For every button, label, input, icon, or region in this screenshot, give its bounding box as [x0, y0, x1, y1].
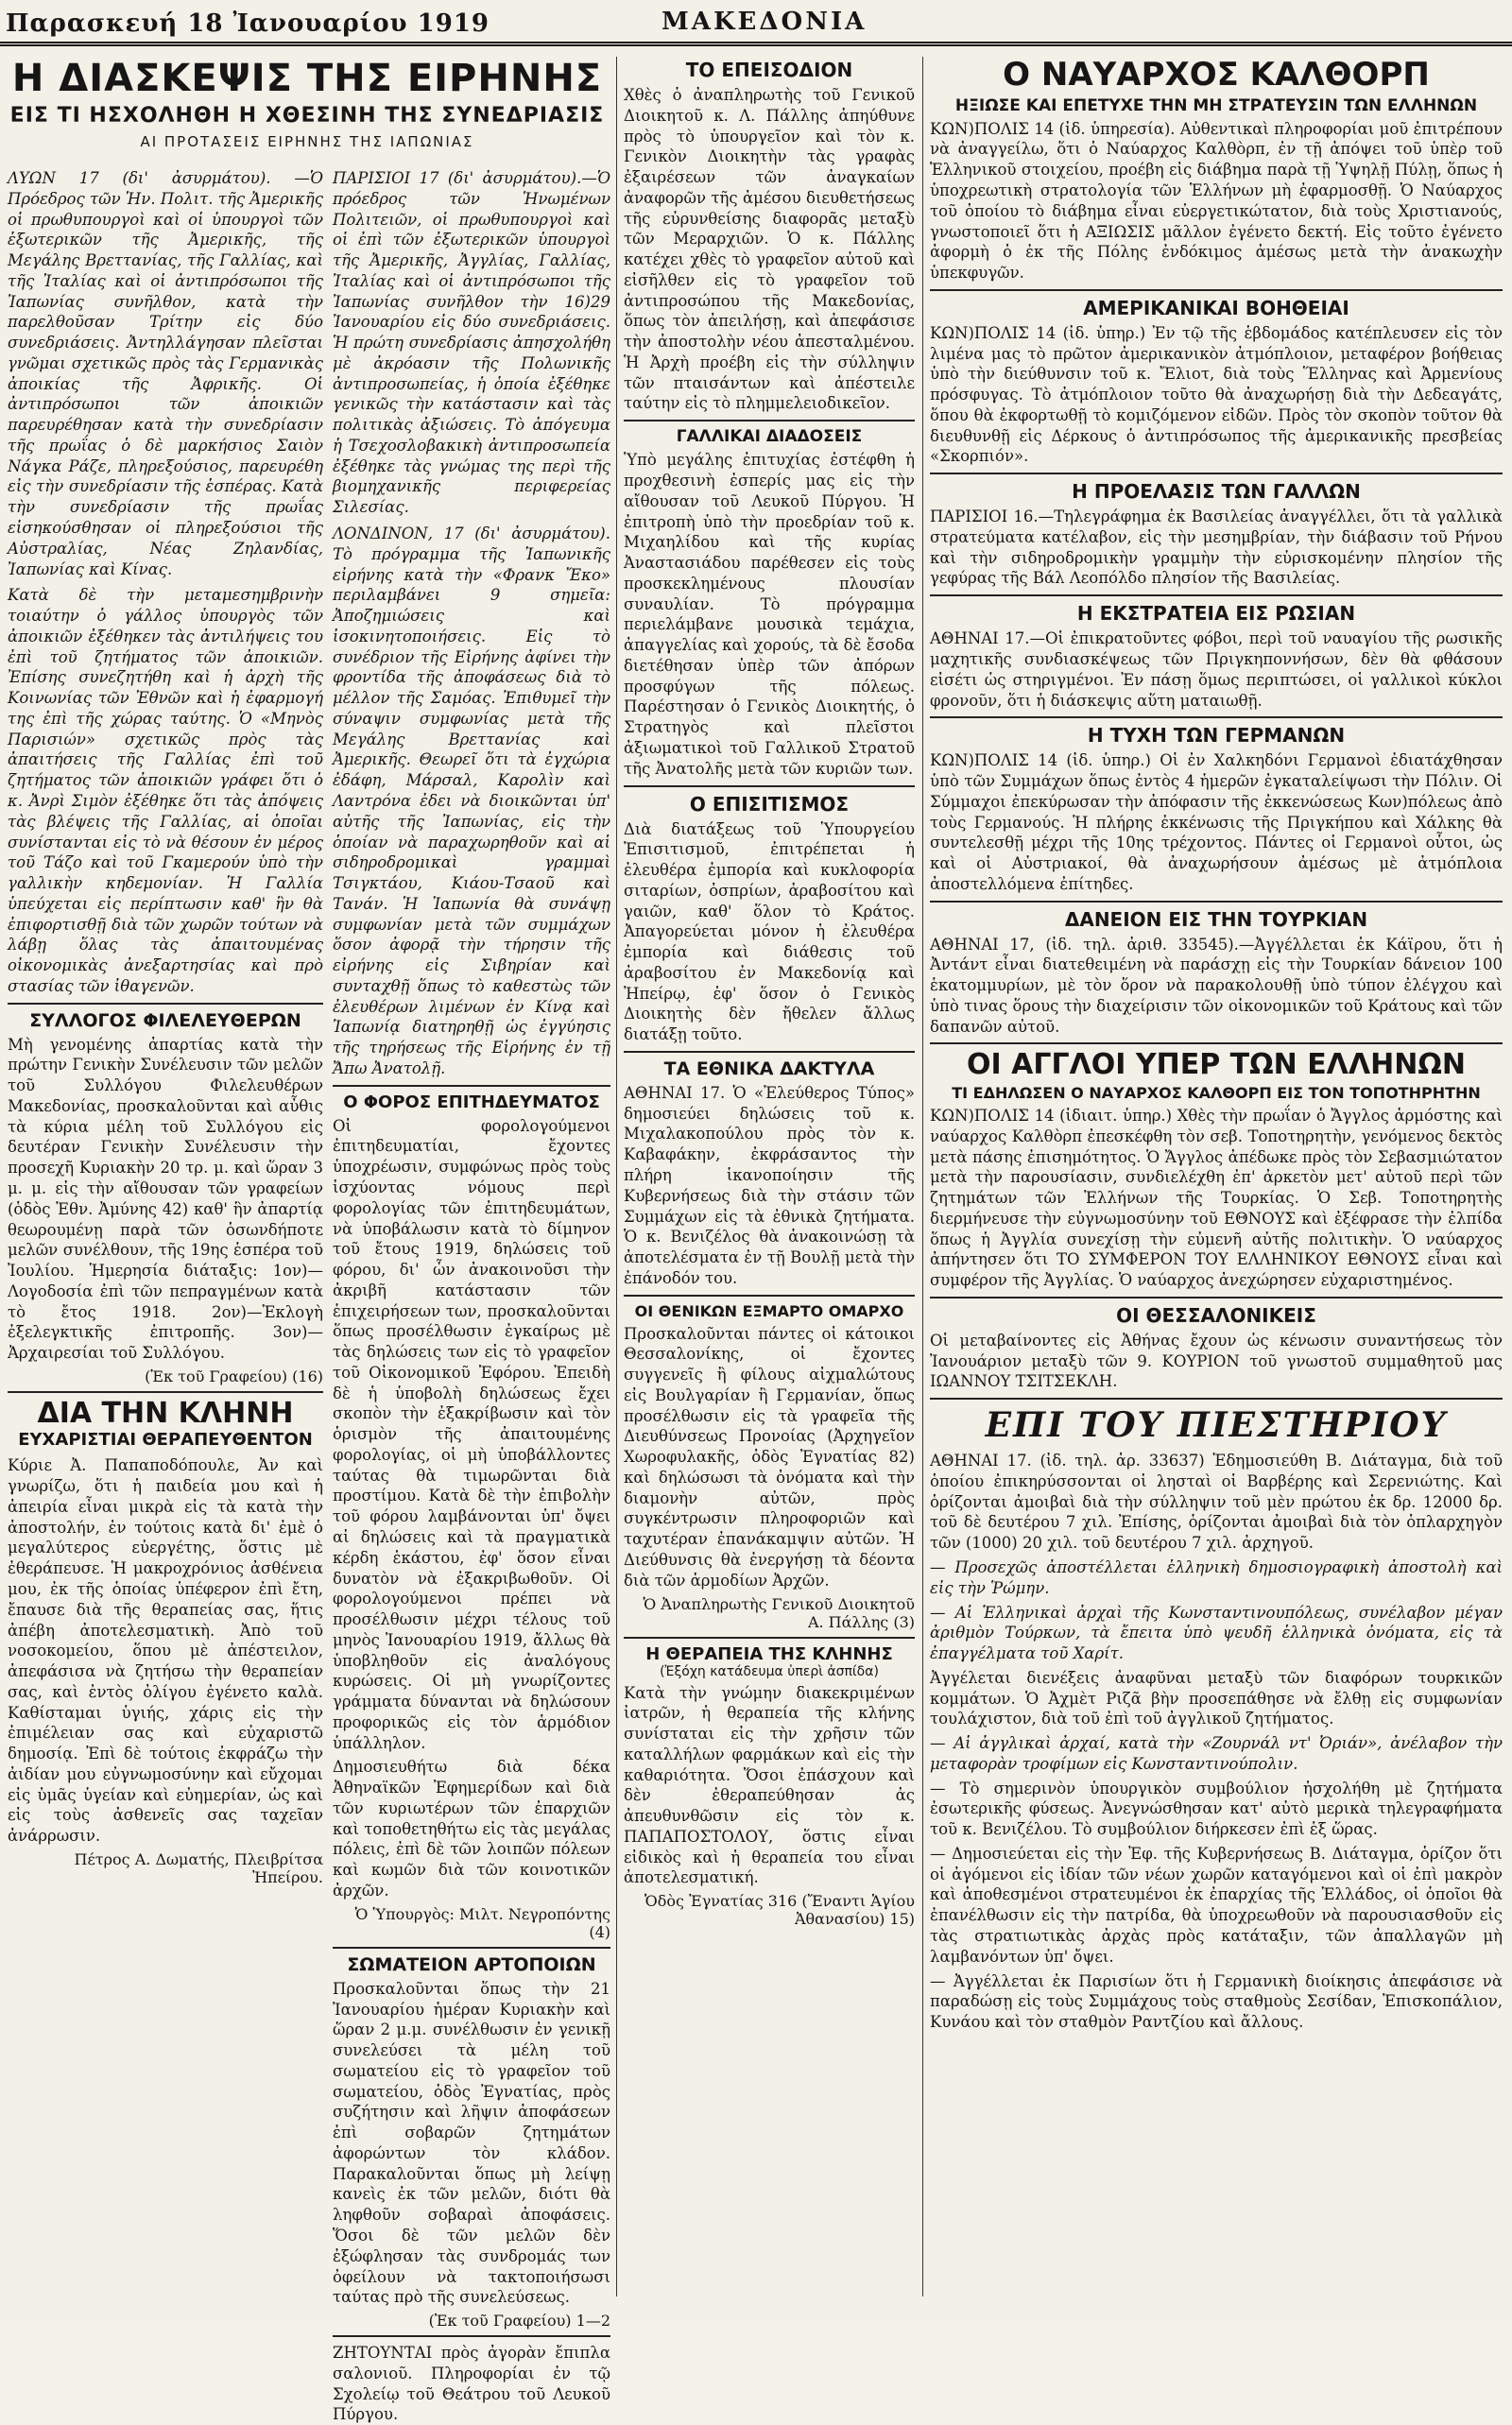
society-signature: (Ἐκ τοῦ Γραφείου) (16) — [145, 1367, 323, 1385]
divider — [333, 1947, 610, 1949]
incident-text: Χθὲς ὁ ἀναπληρωτὴς τοῦ Γενικοῦ Διοικητοῦ κ. Λ. Πάλλης ἀπηύθυνε πρὸς τὸ ὑπουργεῖον καὶ τὸν κ. Γενικὸν Διοικητὴν τὰς γραφὰς ἐξαιρέσεων τῶν ἀναγκαίων ἀναφορῶν τῆς ἀμέσου διευθετήσεως τῆς εὐρυνθείσης διαφορᾶς μεταξὺ τῶν Μεραρχιῶν. Ὁ κ. Πάλλης κατέχει χθὲς τὸ γραφεῖον αὐτοῦ καὶ εἰσῆλθεν εἰς τὸ γραφεῖον τοῦ ἀντιπροσώπου τῆς Μακεδονίας, ὅπως τὸν ἀπειλήσῃ, καὶ ἀπεφάσισε τὴν ἀποστολὴν νέου ἀπεσταλμένου. Ἡ Ἀρχὴ προέβη εἰς τὴν σύλληψιν τῶν πταισάντων καὶ ἀπέστειλε ταύτην εἰς τὸ πλημμελειοδικεῖον. — [624, 86, 915, 413]
english-subhead: ΤΙ ΕΔΗΛΩΣΕΝ Ο ΝΑΥΑΡΧΟΣ ΚΑΛΘΟΡΠ ΕΙΣ ΤΟΝ ΤΟΠΟΤΗΡΗΤΗΝ — [952, 1083, 1481, 1102]
tax-text-b: Δημοσιευθήτω διὰ δέκα Ἀθηναϊκῶν Ἐφημερίδων καὶ διὰ τῶν κυριωτέρων τῶν ἐπαρχιῶν καὶ τοποθετηθήτω εἰς τὰς μεγάλας πόλεις, ἐπὶ δὲ τῶν λοιπῶν πόλεων καὶ κωμῶν διὰ τῶν κοινοτικῶν ἀρχῶν. — [333, 1758, 610, 1900]
newspaper-name: ΜΑΚΕΔΟΝΙΑ — [662, 8, 868, 36]
column-rule — [922, 57, 923, 2296]
cure-signature: Ὁδὸς Ἐγνατίας 316 (Ἔναντι Ἁγίου Ἀθανασίου) 15) — [644, 1892, 915, 1929]
cleanup-subhead: ΕΥΧΑΡΙΣΤΙΑΙ ΘΕΡΑΠΕΥΘΕΝΤΟΝ — [18, 1430, 313, 1451]
divider — [930, 473, 1503, 474]
admiral-headline: Ο ΝΑΥΑΡΧΟΣ ΚΑΛΘΟΡΠ — [1003, 56, 1430, 94]
society-headline: ΣΥΛΛΟΓΟΣ ΦΙΛΕΛΕΥΘΕΡΩΝ — [29, 1009, 301, 1031]
bakers-headline: ΣΩΜΑΤΕΙΟΝ ΑΡΤΟΠΟΙΩΝ — [347, 1953, 596, 1975]
cure-kicker: (Ἐξόχη κατάδευμα ὑπερὶ ἀσπίδα) — [660, 1663, 879, 1679]
society-text: Μὴ γενομένης ἀπαρτίας κατὰ τὴν πρώτην Γενικὴν Συνέλευσιν τῶν μελῶν τοῦ Συλλόγου Φιλελευθέρων Μακεδονίας, προσκαλοῦνται καὶ αὖθις τὰ κύρια μέλη τοῦ Συλλόγου εἰς δευτέραν Γενικὴν Συνέλευσιν τὴν προσεχῆ Κυριακὴν 20 τρ. μ. καὶ ὥραν 3 μ. μ. εἰς τὴν αἴθουσαν τῶν γραφείων (ὁδὸς Ἑθν. Ἀμύνης 42) καθ' ἣν ἀπαρτίᾳ θεωρουμένῃ παρὰ τῶν ὁσωνδήποτε μελῶν συνέλθουν, τῆς 19ης ἑσπέρα τοῦ Ἰουλίου. Ἡμερησία διάταξις: 1ον)—Λογοδοσία ἐπὶ τῶν πεπραγμένων κατὰ τὸ ἔτος 1918. 2ον)—Ἐκλογὴ ἐξελεγκτικῆς ἐπιτροπῆς. 3ον)—Ἀρχαιρεσίαι τοῦ Συλλόγου. — [8, 1035, 323, 1363]
divider — [624, 420, 915, 421]
divider — [930, 1042, 1503, 1044]
lead-article-header — [6, 59, 609, 164]
tobacco-headline: ΤΑ ΕΘΝΙΚΑ ΔΑΚΤΥΛΑ — [663, 1058, 875, 1079]
french-headline: Η ΠΡΟΕΛΑΣΙΣ ΤΩΝ ΓΑΛΛΩΝ — [1072, 480, 1361, 504]
cleanup-text: Κύριε Ἀ. Παπαποδόπουλε, Ἀν καὶ γνωρίζω, ὅτι ἡ παιδεία μου καὶ ἡ ἀπειρία εἶναι μικρὰ εἰς τὰ κατὰ τὴν ἀποστολήν, ἐν τούτοις κατὰ δι' ἐμὲ ὁ μεγαλύτερος εὐεργέτης, ὅστις μὲ ἐθεράπευσε. Ἡ μακροχρόνιος ἀσθένεια μου, ἐκ τῆς ὁποίας ὑπέφερον ἐπὶ ἔτη, ἔπαυσε διὰ τῆς θεραπείας σας, ἥτις ἀπέβη ἀποτελεσματικὴ. Ἀπὸ τοῦ νοσοκομείου, ὅπου μὲ ἀπέστειλον, ἀπεφάσισα νὰ ζητήσω τὴν θεραπείαν σας, καὶ ἐντὸς ὀλίγου ἐγένετο καλὰ. Καθίσταμαι ὑγιής, χάρις εἰς τὴν ἐπιμέλειαν σας καὶ εὐχαριστῶ δημοσίᾳ. Ἐπὶ δὲ τούτοις ἐκφράζω τὴν ἀιδίαν μου εὐγνωμοσύνην καὶ εὔχομαι εἰς ὑμᾶς ὑγείαν καὶ εὐημερίαν, ὡς καὶ εἰς τοὺς ἀσθενεῖς σας ταχεῖαν ἀνάρρωσιν. — [8, 1456, 323, 1846]
french-text: ΠΑΡΙΣΙΟΙ 16.—Τηλεγράφημα ἐκ Βασιλείας ἀναγγέλλει, ὅτι τὰ γαλλικὰ στρατεύματα κατέλαβον, εἰς τὴν μεσημβρίαν, τὴν διάβασιν τοῦ Ρήνου καὶ τὴν σιδηροδρομικὴν γραμμὴν τὴν εὑρισκομένην πλησίον τῆς γεφύρας τῆς Βάλ Λεοπόλδο πλησίον τῆς Βασιλείας. — [930, 507, 1503, 588]
divider — [333, 2335, 610, 2337]
germans-text: ΚΩΝ)ΠΟΛΙΣ 14 (ἰδ. ὑπηρ.) Οἱ ἐν Χαλκηδόνι Γερμανοὶ ἐδιατάχθησαν ὑπὸ τῶν Συμμάχων ὅπως ἐντὸς 4 ἡμερῶν ἐγκαταλείψωσι τὴν Πόλιν. Οἱ Σύμμαχοι ἐπεκύρωσαν τὴν ἀπόφασιν τῆς ἐκκενώσεως Κων)πόλεως ἀπὸ τοὺς Γερμανούς. Ἡ πλήρης ἐκκένωσις τῆς Πριγκήπου καὶ Χάλκης θὰ συντελεσθῇ μέχρι τῆς 10ης τρέχοντος. Πάντες οἱ Γερμανοὶ οὗτοι, ὡς καὶ οἱ Αὐστριακοί, θὰ ἀναχωρήσουν ἀμέσως μὲ ἀτμόπλοια ἀποστελλόμενα ἐπίτηδες. — [930, 751, 1503, 893]
column-rule — [616, 57, 617, 2296]
cure-headline: Η ΘΕΡΑΠΕΙΑ ΤΗΣ ΚΛΗΝΗΣ — [645, 1643, 893, 1664]
divider — [624, 1051, 915, 1053]
divider — [930, 901, 1503, 903]
divider — [624, 785, 915, 787]
bulletin-item-h: — Ἀγγέλλεται ἐκ Παρισίων ὅτι ἡ Γερμανικὴ διοίκησις ἀπεφάσισε νὰ παραδώσῃ εἰς τοὺς Συμμάχους τοὺς σταθμοὺς Σεσίδαν, Ἐπισκοπάλιον, Κυνάου καὶ τὸν σταθμὸν Ραντζίου καὶ ἄλλους. — [930, 1971, 1503, 2032]
pilgrims-signature: Ὁ Ἀναπληρωτὴς Γενικοῦ Διοικητοῦ Α. Πάλλης (3) — [643, 1594, 915, 1631]
supply-text: Διὰ διατάξεως τοῦ Ὑπουργείου Ἐπισιτισμοῦ, ἐπιτρέπεται ἡ ἐλευθέρα ἐμπορία καὶ κυκλοφορία σιταρίων, ὀσπρίων, ἀραβοσίτου καὶ γαιῶν, καθ' ὅλον τὸ Κράτος. Ἀπαγορεύεται μόνον ἡ ἐλευθέρα ἐμπορία καὶ διάθεσις τοῦ ἀραβοσίτου ἐν Μακεδονίᾳ καὶ Ἠπείρῳ, ἐφ' ὅσον ὁ Γενικὸς Διοικητὴς δὲν ἤθελεν ἄλλως διατάξῃ τοῦτο. — [624, 819, 915, 1044]
masthead — [0, 0, 1512, 53]
russia-headline: Η ΕΚΣΤΡΑΤΕΙΑ ΕΙΣ ΡΩΣΙΑΝ — [1076, 602, 1356, 626]
thessal-headline: ΟΙ ΘΕΣΣΑΛΟΝΙΚΕΙΣ — [1116, 1303, 1316, 1327]
bulletin-item-b: — Προσεχῶς ἀποστέλλεται ἑλληνικὴ δημοσιογραφικὴ ἀποστολὴ καὶ εἰς τὴν Ῥώμην. — [930, 1558, 1503, 1597]
divider — [8, 1391, 323, 1393]
divider — [8, 1003, 323, 1005]
divider — [624, 1637, 915, 1639]
russia-text: ΑΘΗΝΑΙ 17.—Οἱ ἐπικρατοῦντες φόβοι, περὶ τοῦ ναυαγίου τῆς ρωσικῆς μαχητικῆς συνδιασκέψεως τῶν Πριγκηποννήσων, δὲν θὰ φθάσουν εἰσέτι ὡς στηριγμένοι. Ἐν πάσῃ ὅμως περιπτώσει, οἱ γαλλικοὶ κύκλοι φρονοῦν, ὅτι ἡ διάσκεψις αὕτη ματαιωθῇ. — [930, 629, 1503, 710]
bulletin-item-a: ΑΘΗΝΑΙ 17. (ἰδ. τηλ. ἀρ. 33637) Ἐδημοσιεύθη Β. Διάταγμα, διὰ τοῦ ὁποίου ἐπικηρύσσονται οἱ λησταὶ οἱ Βαρβέρης καὶ Σερενιώτης. Καὶ ὁρίζονται ἀμοιβαὶ διὰ τὴν σύλληψιν τοῦ μὲν πρώτου ἐκ δρ. 12000 δρ. τοῦ δὲ δευτέρου 7 χιλ. Ἐπίσης, ὁρίζονται ἀμοιβαὶ διὰ τὸν ὁπλαρχηγὸν τῶν (1000) 20 χιλ. τοῦ δευτέρου 7 χιλ. ἀρχηγοῦ. — [930, 1452, 1503, 1553]
bulletin-item-e: — Αἱ ἀγγλικαὶ ἀρχαί, κατὰ τὴν «Ζουρνάλ ντ' Ὀριάν», ἀνέλαβον τὴν μεταφορὰν τροφίμων εἰς Κωνσταντινούπολιν. — [930, 1734, 1503, 1773]
divider — [930, 1297, 1503, 1298]
bulletin-item-g: — Δημοσιεύεται εἰς τὴν Ἐφ. τῆς Κυβερνήσεως Β. Διάταγμα, ὁρίζον ὅτι οἱ ἀγόμενοι εἰς ἰδίαν τῶν νέων χωρῶν καταγόμενοι καὶ οἱ ἐπὶ μακρὸν καὶ ἀποθεσμένοι στρατευμένοι ἐκ ἐπαρχίας τῆς Ἑλλάδος, οἱ ὁποῖοι θὰ ἐπανέλθωσιν εἰς τὴν πατρίδα, θὰ ὑποχρεωθοῦν νὰ παρουσιασθοῦν εἰς τὰς στρατιωτικὰς ἀρχὰς πρὸς κατάταξιν, τῶν ἀπαλλαγῶν μὴ λαμβανόντων ὑπ' ὄψει. — [930, 1844, 1503, 1966]
masthead-rule — [0, 42, 1512, 46]
cholera-headline: ΓΑΛΛΙΚΑΙ ΔΙΑΔΟΣΕΙΣ — [676, 427, 863, 447]
issue-date: Παρασκευή 18 Ἰανουαρίου 1919 — [6, 9, 490, 38]
lead-kicker: ΑΙ ΠΡΟΤΑΣΕΙΣ ΕΙΡΗΝΗΣ ΤΗΣ ΙΑΠΩΝΙΑΣ — [140, 133, 474, 150]
column-4 — [930, 56, 1503, 2298]
lead-text-b: Κατὰ δὲ τὴν μεταμεσημβρινὴν τοιαύτην ὁ γάλλος ὑπουργὸς τῶν ἀποικιῶν ἐξέθηκεν τὰς ἀντιλήψεις του ἐπὶ τοῦ ζητήματος τῶν ἀποικιῶν. Ἐπίσης συνεζητήθη καὶ ἡ ἀρχὴ τῆς Κοινωνίας τῶν Ἐθνῶν καὶ ἡ ἐφαρμογή της ἐπὶ τῆς χώρας ταύτης. Ὁ «Μηνὸς Παρισιών» σχετικῶς πρὸς τὰς ἀπαιτήσεις τῆς Γαλλίας ἐπὶ τοῦ ζητήματος τῶν ἀποικιῶν γράφει ὅτι ὁ κ. Ἀνρὶ Σιμὸν ἐξέθηκε ὅτι τὰς ἀπόψεις τὰς βλέψεις τῆς Γαλλίας, αἱ ὁποῖαι συνίστανται εἰς τὸ νὰ θέσουν ἐν μέρος τοῦ Τάζο καὶ τοῦ Γκαμερούν ὑπὸ τὴν γαλλικὴν κηδεμονίαν. Ἡ Γαλλία ὑπεύχεται εἰς περίπτωσιν καθ' ἣν θὰ ἐπιφορτισθῇ διὰ τῶν χωρῶν τούτων νὰ λάβῃ ὅλας τὰς ἀπαιτουμένας οἰκονομικὰς ἀνεξαρτησίας καὶ πρὸ στασίας τῶν ἰθαγενῶν. — [8, 586, 323, 995]
bulletin-item-c: — Αἱ Ἑλληνικαὶ ἀρχαὶ τῆς Κωνσταντινουπόλεως, συνέλαβον μέγαν ἀριθμὸν Τούρκων, τὰ ἔπειτα ὑπὸ ψευδῆ ἑλληνικὰ ὀνόματα, εἰς τὰ ἐπαγγέλματα τοῦ Χαρίτ. — [930, 1603, 1503, 1663]
cleanup-headline: ΔΙΑ ΤΗΝ ΚΛΗΝΗ — [37, 1396, 294, 1430]
loan-text: ΑΘΗΝΑΙ 17, (ἰδ. τηλ. ἀριθ. 33545).—Ἀγγέλλεται ἐκ Κάϊρου, ὅτι ἡ Ἀντάντ εἶναι διατεθειμένη νὰ παράσχῃ εἰς τὴν Τουρκίαν δάνειον 100 ἑκατομμυρίων, μὲ τὸν ὅρον νὰ παρακολουθῇ ὑπὸ τύπον ἐλέγχου καὶ ὑπὸ τινας ὅρους τὴν διαχείρισιν τῶν οἰκονομικῶν τοῦ Κράτους καὶ τῶν δαπανῶν αὐτοῦ. — [930, 935, 1503, 1036]
germans-headline: Η ΤΥΧΗ ΤΩΝ ΓΕΡΜΑΝΩΝ — [1087, 724, 1346, 748]
english-text: ΚΩΝ)ΠΟΛΙΣ 14 (ἰδιαιτ. ὑπηρ.) Χθὲς τὴν πρωΐαν ὁ Ἄγγλος ἁρμόστης καὶ ναύαρχος Καλθὸρπ ἐπεσκέφθη τὸν σεβ. Τοποτηρητὴν, γενόμενος δεκτὸς μετὰ πάσης ἐπισημότητος. Ὁ Ἄγγλος ἀπέδωκε πρὸς τὸν Σεβασμιώτατον μετὰ τὴν παρουσίασιν, συνδιελέχθη ἐπ' ἀρκετὸν μετ' αὐτοῦ περὶ τῶν ζητημάτων τῶν Ἑλλήνων τῆς Τουρκίας. Ὁ Σεβ. Τοποτηρητὴς διερμήνευσε τὴν εὐγνωμοσύνην τοῦ ΕΘΝΟΥΣ καὶ ἐξέφρασε τὴν ἐλπίδα ὅπως ἡ Ἀγγλία συνεχίσῃ τὴν εὐμενῆ αὐτῆς πολιτικὴν. Ὁ ναύαρχος ἀπήντησεν ὅτι ΤΟ ΣΥΜΦΕΡΟΝ ΤΟΥ ΕΛΛΗΝΙΚΟΥ ΕΘΝΟΥΣ εἶναι καὶ συμφέρον τῆς Ἀγγλίας. Ὁ ναύαρχος ἀνεχώρησεν εὐχαριστημένος. — [930, 1106, 1503, 1290]
divider — [333, 1085, 610, 1087]
tax-headline: Ο ΦΟΡΟΣ ΕΠΙΤΗΔΕΥΜΑΤΟΣ — [343, 1092, 600, 1112]
tobacco-text: ΑΘΗΝΑΙ 17. Ὁ «Ἐλεύθερος Τύπος» δημοσιεύει δηλώσεις τοῦ κ. Μιχαλακοπούλου πρὸς τὸν κ. Καβαφάκην, ἐκφράσαντος τὴν πλήρη ἱκανοποίησιν τῆς Κυβερνήσεως διὰ τὴν στάσιν τῶν Συμμάχων εἰς τὰ ἐθνικὰ ζητήματα. Ὁ κ. Βενιζέλος θὰ ἀνακοινώσῃ τὰ ἀποτελέσματα ἐν τῇ Βουλῇ μετὰ τὴν ἐπάνοδόν του. — [624, 1083, 915, 1287]
lead-continuation-b: ΛΟΝΔΙΝΟΝ, 17 (δι' ἀσυρμάτου). Τὸ πρόγραμμα τῆς Ἰαπωνικῆς εἰρήνης κατὰ τὴν «Φρανκ Ἔκο» περιλαμβάνει 9 σημεῖα: Ἀποζημιώσεις καὶ ἰσοκινητοποιήσεις. Εἰς τὸ συνέδριον τῆς Εἰρήνης ἀφίνει τὴν φροντίδα τῆς ἀποφάσεως διὰ τὸ μέλλον τῆς Σαμόας. Ἐπιθυμεῖ τὴν σύναψιν συμφωνίας μετὰ τῆς Μεγάλης Βρεττανίας καὶ Ἀμερικῆς. Θεωρεῖ ὅτι τὰ ἐγχώρια ἐδάφη, Μάρσαλ, Καρολὶν καὶ Λαντρόνα ἐδει νὰ διοικῶνται ὑπ' αὐτῆς τῆς Ἰαπωνίας, εἰς τὴν ὁποίαν νὰ παραχωρηθοῦν καὶ αἱ σιδηροδρομικαὶ γραμμαὶ Τσιγκτάου, Κιάου-Τσαοῦ καὶ Τανάν. Ἡ Ἰαπωνία θὰ συνάψῃ συμφωνίαν μετὰ τῶν συμμάχων ὅσον ἀφορᾷ τὴν τήρησιν τῆς εἰρήνης εἰς Σιβηρίαν καὶ συνταχθῇ ὅπως τὸ καθεστὼς τῶν ἐλευθέρων λιμένων ἐν Κίνᾳ καὶ Ἰαπωνίᾳ διατηρηθῇ ὡς ἐγγύησις τῆς τηρήσεως τῆς Εἰρήνης ἐν τῇ Ἄπω Ἀνατολῇ. — [333, 525, 610, 1077]
lead-text-a: ΛΥΩΝ 17 (δι' ἀσυρμάτου). —Ὁ Πρόεδρος τῶν Ἡν. Πολιτ. τῆς Ἀμερικῆς οἱ πρωθυπουργοὶ καὶ οἱ ὑπουργοὶ τῶν ἐξωτερικῶν τῆς Ἀμερικῆς, τῆς Μεγάλης Βρεττανίας, τῆς Γαλλίας, καὶ τῆς Ἰταλίας καὶ οἱ ἀντιπρόσωποι τῆς Ἰαπωνίας συνῆλθον, κατὰ τὴν παρελθοῦσαν Τρίτην εἰς δύο συνεδριάσεις. Ἀντηλλάγησαν πλεῖσται γνῶμαι σχετικῶς πρὸς τὰς Γερμανικὰς ἀποικίας τῆς Ἀφρικῆς. Οἱ ἀντιπρόσωποι τῶν ἀποικιῶν παρευρέθησαν κατὰ τὴν συνεδρίασιν τῆς πρωΐας ὁ δὲ μαρκήσιος Σαιὸν Νάγκα Ράζε, πληρεξούσιος, παρευρέθη εἰς τὴν συνεδρίασιν τῆς ἑσπέρας. Κατὰ τὴν συνεδρίασιν τῆς πρωΐας εἰσηκούσθησαν οἱ πληρεξούσιοι τῆς Αὐστραλίας, Νέας Ζηλανδίας, Ἰαπωνίας καὶ Κίνας. — [8, 169, 323, 578]
wanted-notice: ΖΗΤΟΥΝΤΑΙ πρὸς ἀγορὰν ἔπιπλα σαλονιοῦ. Πληροφορίαι ἐν τῷ Σχολείῳ τοῦ Θεάτρου τοῦ Λευκοῦ Πύργου. — [333, 2344, 610, 2424]
tax-signature: Ὁ Ὑπουργὸς: Μιλτ. Νεγροπόντης (4) — [354, 1904, 610, 1941]
bulletin-headline: ΕΠΙ ΤΟΥ ΠΙΕΣΤΗΡΙΟΥ — [985, 1405, 1448, 1446]
column-1 — [8, 168, 323, 2304]
cure-text: Κατὰ τὴν γνώμην διακεκριμένων ἰατρῶν, ἡ θεραπεία τῆς κλήνης συνίσταται εἰς τὴν χρῆσιν τῶν καταλλήλων φαρμάκων καὶ εἰς τὴν καθαριότητα. Ὅσοι ἐπάσχουν καὶ δὲν ἐθεραπεύθησαν ἀς ἀπευθυνθῶσιν εἰς τὸν κ. ΠΑΠΑΠΟΣΤΟΛΟΥ, ὅστις εἶναι εἰδικὸς καὶ ἡ θεραπεία του εἶναι ἀποτελεσματική. — [624, 1683, 915, 1887]
cholera-text: Ὑπὸ μεγάλης ἐπιτυχίας ἐστέφθη ἡ προχθεσινὴ ἐσπερίς μας εἰς τὴν αἴθουσαν τοῦ Λευκοῦ Πύργου. Ἡ ἐπιτροπὴ ὑπὸ τὴν προεδρίαν τοῦ κ. Μιχαηλίδου καὶ τῆς κυρίας Ἀναστασιάδου παρέθεσεν εἰς τοὺς προσκεκλημένους πλουσίαν συναυλίαν. Τὸ πρόγραμμα περιελάμβανε μουσικὰ τεμάχια, ἀπαγγελίας καὶ χορούς, τὰ δὲ ἔσοδα διετέθησαν ὑπὲρ τῶν ἀπόρων προσφύγων τῆς πόλεως. Παρέστησαν ὁ Γενικὸς Διοικητής, ὁ Στρατηγὸς καὶ πλεῖστοι ἀξιωματικοὶ τοῦ Γαλλικοῦ Στρατοῦ τῆς Ἀνατολῆς μετὰ τῶν κυριῶν των. — [624, 451, 915, 778]
american-text: ΚΩΝ)ΠΟΛΙΣ 14 (ἰδ. ὑπηρ.) Ἐν τῷ τῆς ἑβδομάδος κατέπλευσεν εἰς τὸν λιμένα μας τὸ πρῶτον ἀμερικανικὸν ἀτμόπλοιον, μεταφέρον βοήθειας ὑπὸ τὴν διεύθυνσιν τοῦ κ. Ἔλιοτ, διὰ τοὺς Ἕλληνας καὶ Ἀρμενίους πρόσφυγας. Τὸ ἀτμόπλοιον τοῦτο θὰ ἀναχωρήσῃ διὰ τὴν Δεδεαγάτς, ὅπου θὰ ἐκφορτωθῇ τὸ κομιζόμενον εἰδῶν. Πρὸς τὸν σκοπὸν τοῦτον θὰ διευθυνθῇ εἰς Δέρκους ὁ ἀντιπρόσωπος τῆς ἀμερικανικῆς πρεσβείας «Σκορπιόν». — [930, 323, 1503, 466]
bakers-signature: (Ἐκ τοῦ Γραφείου) 1—2 — [428, 2312, 610, 2330]
incident-headline: ΤΟ ΕΠΕΙΣΟΔΙΟΝ — [685, 59, 853, 81]
tax-text: Οἱ φορολογούμενοι ἐπιτηδευματίαι, ἔχοντες ὑποχρέωσιν, συμφώνως πρὸς τοὺς ἰσχύοντας νόμους περὶ φορολογίας τῶν ἐπιτηδευμάτων, νὰ ὑποβάλωσιν κατὰ τὸ δίμηνον τοῦ ἔτους 1919, δηλώσεις τοῦ φόρου, δι' ὧν ἀνακοινοῦσι τὴν ἀκριβῆ κατάστασιν τῶν ἐπιχειρήσεων των, προσκαλοῦνται ὅπως προσέλθωσιν ἐγκαίρως μὲ τὰς δηλώσεις των εἰς τὸ γραφεῖον τοῦ Οἰκονομικοῦ Ἐφόρου. Ἐπειδὴ δὲ ἡ ὑποβολὴ δηλώσεως ἔχει σκοπὸν τὴν ἐξακρίβωσιν καὶ τὸν ὁρισμὸν τῆς ἀπαιτουμένης φορολογίας, οἱ μὴ ὑποβάλλοντες ταύτας θὰ τιμωρῶνται διὰ προστίμου. Κατὰ δὲ τὴν ἐπιβολὴν τοῦ φόρου λαμβάνονται ὑπ' ὄψει αἱ δηλώσεις καὶ τὰ πραγματικὰ κέρδη ἑκάστου, ἐφ' ὅσον εἶναι δυνατὸν νὰ ἐξακριβωθοῦν. Οἱ φορολογούμενοι πρέπει νὰ προσέλθωσιν μέχρι τέλους τοῦ μηνὸς Ἰανουαρίου 1919, ἄλλως θὰ ὑποβληθοῦν εἰς ἀναλόγους κυρώσεις. Οἱ μὴ γνωρίζοντες γράμματα δύνανται νὰ δηλώσουν προφορικῶς εἰς τὸν ἁρμόδιον ὑπάλληλον. — [333, 1116, 610, 1752]
cleanup-signature: Πέτρος Α. Δωματής, Πλειβρίτσα Ἠπείρου. — [74, 1849, 323, 1886]
bakers-text: Προσκαλοῦνται ὅπως τὴν 21 Ἰανουαρίου ἡμέραν Κυριακὴν καὶ ὥραν 2 μ.μ. συνέλθωσιν ἐν γενικῇ συνελεύσει τὰ μέλη τοῦ σωματείου εἰς τὸ γραφεῖον τοῦ σωματείου, ὁδὸς Ἐγνατίας, πρὸς συζήτησιν καὶ λῆψιν ἀποφάσεων ἐπὶ σοβαρῶν ζητημάτων ἀφορώντων τὸν κλάδον. Παρακαλοῦνται ὅπως μὴ λείψῃ κανεὶς ἐκ τῶν μελῶν, διότι θὰ ληφθοῦν σοβαραὶ ἀποφάσεις. Ὅσοι δὲ τῶν μελῶν δὲν ἐξώφλησαν τὰς συνδρομάς των ὀφείλουν νὰ τακτοποιήσωσι ταύτας πρὸ τῆς συνελεύσεως. — [333, 1979, 610, 2307]
thessal-text: Οἱ μεταβαίνοντες εἰς Ἀθήνας ἔχουν ὡς κένωσιν συναντήσεως τὸν Ἰανουάριον μεταξὺ τῶν 9. ΚΟΥΡΙΟΝ τοῦ γνωστοῦ συμμαθητοῦ μας ΙΩΑΝΝΟΥ ΤΣΙΤΣΕΚΛΗ. — [930, 1331, 1503, 1391]
american-headline: ΑΜΕΡΙΚΑΝΙΚΑΙ ΒΟΗΘΕΙΑΙ — [1083, 296, 1349, 319]
column-2 — [333, 168, 610, 2424]
loan-headline: ΔΑΝΕΙΟΝ ΕΙΣ ΤΗΝ ΤΟΥΡΚΙΑΝ — [1064, 907, 1368, 931]
lead-continuation-a: ΠΑΡΙΣΙΟΙ 17 (δι' ἀσυρμάτου).—Ὁ πρόεδρος τῶν Ἡνωμένων Πολιτειῶν, οἱ πρωθυπουργοὶ καὶ οἱ ἐπὶ τῶν ἐξωτερικῶν ὑπουργοὶ τῆς Ἀμερικῆς, Ἀγγλίας, Γαλλίας, Ἰταλίας καὶ οἱ ἀντιπρόσωποι τῆς Ἰαπωνίας συνῆλθον τὴν 16)29 Ἰανουαρίου εἰς δύο συνεδριάσεις. Ἡ πρώτη συνεδρίασις ἀπησχολήθη μὲ ἀκρόασιν τῆς Πολωνικῆς ἀντιπροσωπείας, ἡ ὁποία ἐξέθηκε γενικῶς τὴν κατάστασιν καὶ τὰς πολιτικὰς ἀξιώσεις. Τὸ ἀπόγευμα ἡ Τσεχοσλοβακικὴ ἀντιπροσωπεία ἐξέθηκε τὰς γνώμας της περὶ τῆς βιομηχανικῆς περιφερείας Σιλεσίας. — [333, 169, 610, 517]
lead-headline: Η ΔΙΑΣΚΕΨΙΣ ΤΗΣ ΕΙΡΗΝΗΣ — [11, 57, 603, 100]
bulletin-item-d: Ἀγγέλεται διενέξεις ἀναφῦναι μεταξὺ τῶν διαφόρων τουρκικῶν κομμάτων. Ὁ Ἀχμὲτ Ριζᾶ βὴν προσεπάθησε νὰ ἔλθῃ εἰς συμφωνίαν τουλάχιστον, διὰ τοῦ ἐπὶ τοῦ ἀγγλικοῦ ζητήματος. — [930, 1668, 1503, 1728]
divider — [930, 594, 1503, 596]
admiral-text: ΚΩΝ)ΠΟΛΙΣ 14 (ἰδ. ὑπηρεσία). Αὐθεντικαὶ πληροφορίαι μοῦ ἐπιτρέπουν νὰ ἀναγγείλω, ὅτι ὁ Ναύαρχος Καλθὸρπ, ἐν τῇ ἀπόψει τοῦ ὑπὲρ τοῦ Ἑλληνικοῦ στοιχείου, προέβη εἰς διάβημα παρὰ τῇ Ὑψηλῇ Πύλῃ, ὅπως ἡ ὑποχρεωτικὴ στρατολογία τῶν Ἑλλήνων μὴ ἐφαρμοσθῇ. Ὁ Ναύαρχος τοῦ ὁποίου τὸ διάβημα εἶναι εὐεργετικώτατον, διὰ τοὺς Χριστιανούς, γνωστοποιεῖ ὅτι ἡ ΑΞΙΩΣΙΣ μᾶλλον ἐγένετο δεκτή. Εἰς τοῦτο ἐγένετο ἀφορμὴ ὁ ἐκ τῆς Πόλης ἐνδόκιμος ἀμέσως μετὰ τὴν ἀνακωχὴν ὑπεκφυγῶν. — [930, 119, 1503, 283]
pilgrims-text: Προσκαλοῦνται πάντες οἱ κάτοικοι Θεσσαλονίκης, οἱ ἔχοντες συγγενεῖς ἢ φίλους αἰχμαλώτους εἰς Βουλγαρίαν ἢ Γερμανίαν, ὅπως προσέλθωσιν εἰς τὰ γραφεῖα τῆς Διευθύνσεως Προνοίας (Ἀρχηγεῖον Χωροφυλακῆς, ὁδὸς Ἐγνατίας 82) καὶ δηλώσωσι τὰ ὀνόματα καὶ τὴν διαμονὴν αὐτῶν, πρὸς συγκέντρωσιν πληροφοριῶν καὶ ταχυτέραν ἐπανάκαμψιν αὐτῶν. Ἡ Διεύθυνσις θὰ ἐνεργήσῃ τὰ δέοντα διὰ τῶν ἁρμοδίων Ἀρχῶν. — [624, 1324, 915, 1590]
admiral-subhead: ΗΞΙΩΣΕ ΚΑΙ ΕΠΕΤΥΧΕ ΤΗΝ ΜΗ ΣΤΡΑΤΕΥΣΙΝ ΤΩΝ ΕΛΛΗΝΩΝ — [954, 95, 1478, 115]
english-headline: ΟΙ ΑΓΓΛΟΙ ΥΠΕΡ ΤΩΝ ΕΛΛΗΝΩΝ — [967, 1048, 1466, 1082]
supply-headline: Ο ΕΠΙΣΙΤΙΣΜΟΣ — [689, 792, 850, 816]
bulletin-item-f: — Τὸ σημερινὸν ὑπουργικὸν συμβούλιον ἠσχολήθη μὲ ζητήματα ἐσωτερικῆς φύσεως. Ἀνεγνώσθησαν κατ' αὐτὸ μερικὰ τηλεγραφήματα τοῦ κ. Βενιζέλου. Τὸ συμβούλιον διήρκεσεν ἐπὶ ἑξ ὥρας. — [930, 1779, 1503, 1839]
column-3 — [624, 59, 915, 2298]
divider — [624, 1295, 915, 1297]
lead-subhead: ΕΙΣ ΤΙ ΗΣΧΟΛΗΘΗ Η ΧΘΕΣΙΝΗ ΤΗΣ ΣΥΝΕΔΡΙΑΣΙΣ — [9, 104, 605, 128]
divider — [930, 716, 1503, 718]
divider — [930, 1398, 1503, 1400]
pilgrims-headline: ΟΙ ΘΕΝΙΚΩΝ ΕΞΜΑΡΤΟ ΟΜΑΡΧΟ — [634, 1301, 904, 1320]
divider — [930, 289, 1503, 291]
